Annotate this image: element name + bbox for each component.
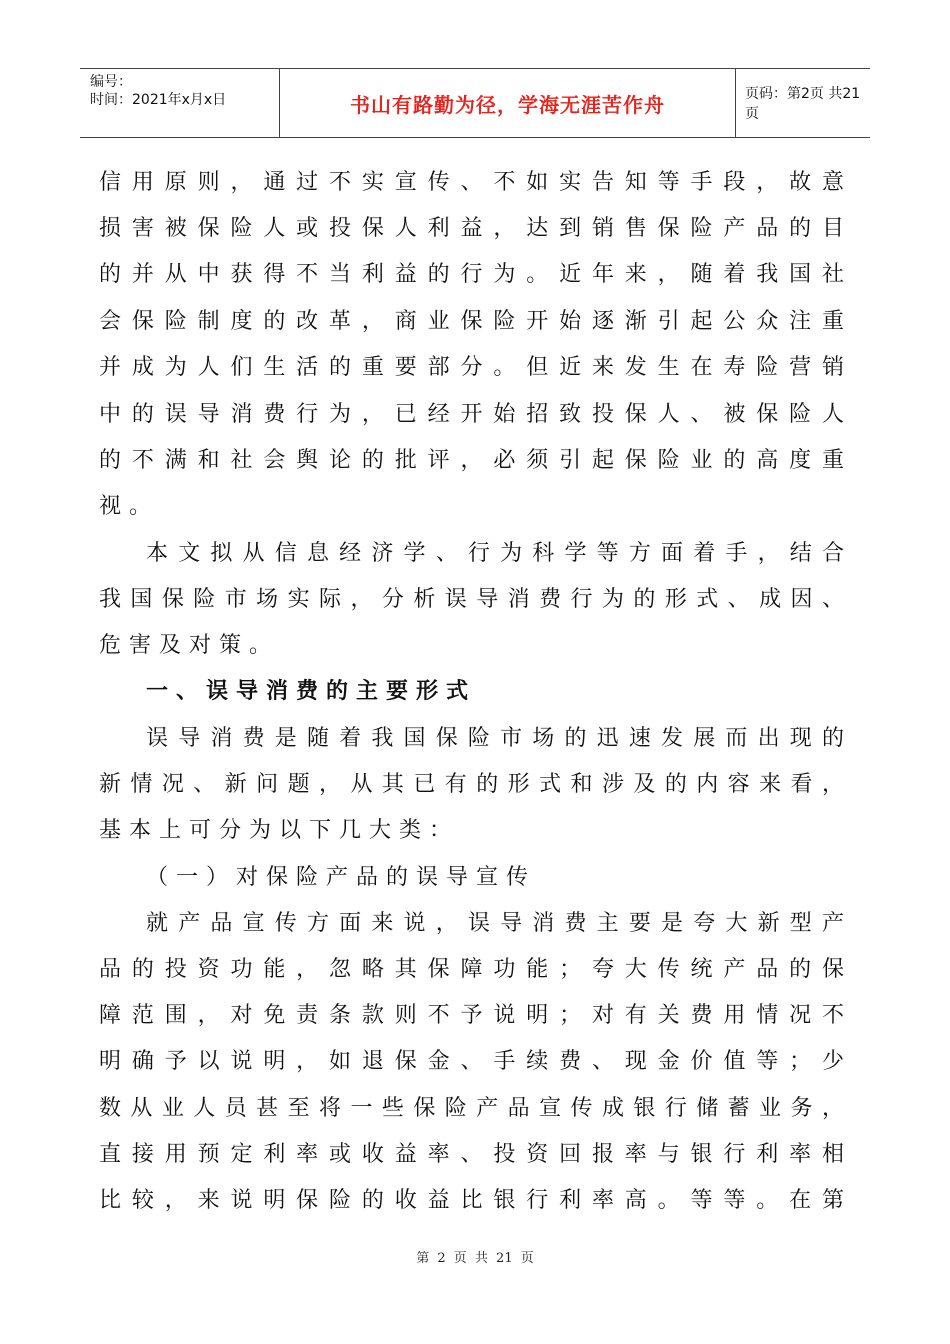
subsection-heading: （一）对保险产品的误导宣传	[146, 865, 537, 890]
document-date: 时间：2021年x月x日	[90, 92, 227, 108]
paragraph-line: 我国保险市场实际，分析误导消费行为的形式、成因、	[99, 587, 844, 612]
paragraph-line: 会保险制度的改革，商业保险开始逐渐引起公众注重	[99, 309, 844, 334]
page-footer: 第 2 页 共 21 页	[416, 1251, 534, 1266]
paragraph-line: 误导消费是随着我国保险市场的迅速发展而出现的	[146, 726, 844, 751]
paragraph-line: 就产品宣传方面来说，误导消费主要是夸大新型产	[146, 911, 844, 936]
paragraph-line: 直接用预定利率或收益率、投资回报率与银行利率相	[99, 1142, 844, 1167]
header-page-cell	[735, 69, 870, 137]
paragraph-line: 并成为人们生活的重要部分。但近来发生在寿险营销	[99, 355, 844, 380]
header-motto-cell	[280, 69, 736, 137]
document-number-label: 编号：	[90, 74, 132, 90]
paragraph-line: 视。	[99, 494, 160, 519]
section-heading: 一、误导消费的主要形式	[146, 679, 477, 704]
paragraph-line: 基本上可分为以下几大类：	[99, 818, 460, 843]
paragraph-line: 的不满和社会舆论的批评，必须引起保险业的高度重	[99, 448, 844, 473]
paragraph-line: 比较，来说明保险的收益比银行利率高。等等。在第	[99, 1188, 844, 1213]
paragraph-line: 本文拟从信息经济学、行为科学等方面着手，结合	[146, 541, 844, 566]
paragraph-line: 障范围，对免责条款则不予说明；对有关费用情况不	[99, 1003, 844, 1028]
paragraph-line: 中的误导消费行为，已经开始招致投保人、被保险人	[99, 402, 844, 427]
paragraph-line: 明确予以说明，如退保金、手续费、现金价值等；少	[99, 1049, 844, 1074]
paragraph-line: 品的投资功能，忽略其保障功能；夸大传统产品的保	[99, 957, 844, 982]
paragraph-line: 新情况、新问题，从其已有的形式和涉及的内容来看，	[99, 772, 844, 797]
page-header	[80, 68, 870, 138]
paragraph-line: 危害及对策。	[99, 633, 280, 658]
paragraph-line: 的并从中获得不当利益的行为。近年来，随着我国社	[99, 262, 844, 287]
header-meta	[80, 69, 280, 137]
paragraph-line: 数从业人员甚至将一些保险产品宣传成银行储蓄业务，	[99, 1096, 844, 1121]
header-motto: 书山有路勤为径，学海无涯苦作舟	[350, 92, 665, 117]
paragraph-line: 损害被保险人或投保人利益，达到销售保险产品的目	[99, 216, 844, 241]
paragraph-line: 信用原则，通过不实宣传、不如实告知等手段，故意	[99, 170, 844, 195]
header-page-number: 页码：第2页 共21页	[745, 86, 861, 122]
